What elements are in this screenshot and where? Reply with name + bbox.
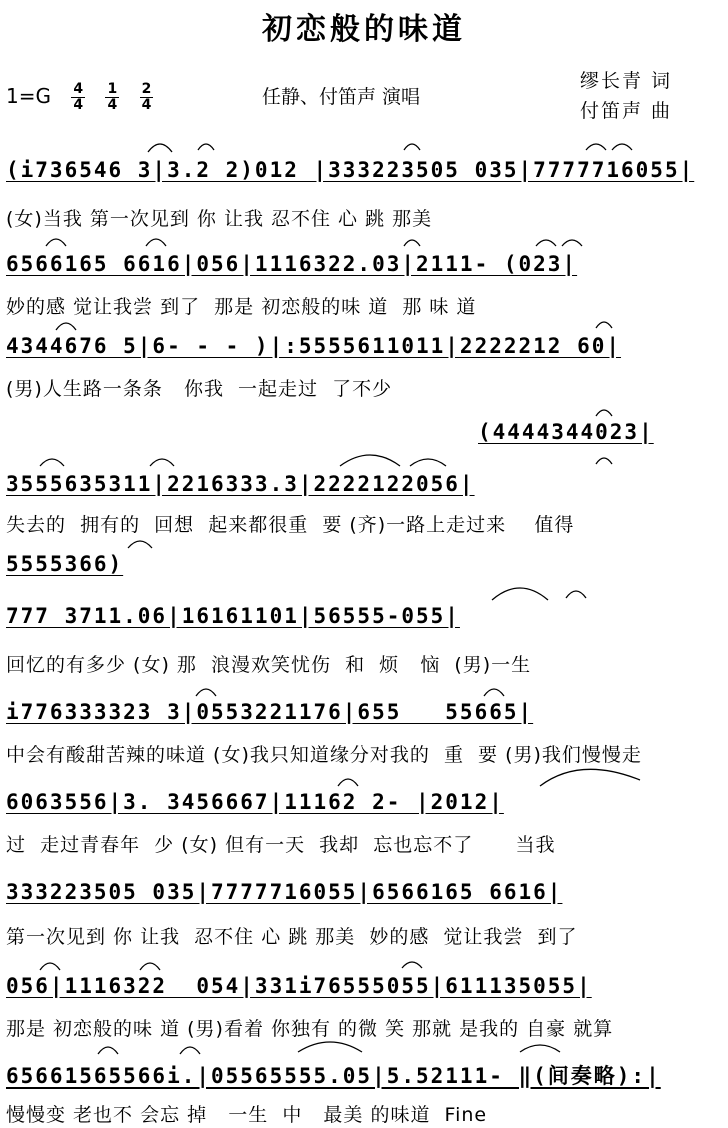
composer-credit: 付笛声 曲	[580, 100, 673, 122]
lyric-row-5: 回忆的有多少 (女) 那 浪漫欢笑忧伤 和 烦 恼 (男)一生	[6, 654, 532, 676]
lyric-row-6: 中会有酸甜苦辣的味道 (女)我只知道缘分对我的 重 要 (男)我们慢慢走	[6, 744, 642, 766]
lyric-row-4: 失去的 拥有的 回想 起来都很重 要 (齐)一路上走过来 值得	[6, 514, 575, 536]
notation-row-3b: (4444344023|	[478, 420, 654, 444]
time-signature-2: $\frac{1}{4}$	[107, 81, 118, 113]
notation-row-5: 777 3711.06|16161101|56555-055|	[6, 604, 460, 628]
lyric-row-9: 那是 初恋般的味 道 (男)看着 你独有 的微 笑 那就 是我的 自豪 就算	[6, 1018, 614, 1040]
notation-row-10: 65661565566i.|05565555.05|5.52111- ‖(间奏略):|	[6, 1064, 661, 1088]
lyric-row-10: 慢慢变 老也不 会忘 掉 一生 中 最美 的味道 Fine	[6, 1104, 488, 1126]
lyric-row-1: (女)当我 第一次见到 你 让我 忍不住 心 跳 那美	[6, 208, 433, 230]
lyric-row-7: 过 走过青春年 少 (女) 但有一天 我却 忘也忘不了 当我	[6, 834, 556, 856]
lyricist-credit: 缪长青 词	[580, 70, 673, 92]
song-title: 初恋般的味道	[262, 12, 466, 47]
key-label: 1=G	[6, 84, 51, 108]
singers-credit: 任静、付笛声 演唱	[262, 86, 421, 108]
notation-row-4b: 5555366)	[6, 552, 124, 576]
notation-row-4: 3555635311|2216333.3|2222122056|	[6, 472, 475, 496]
key-signature	[6, 82, 153, 113]
time-signature-1: $\frac{4}{4}$	[73, 81, 84, 113]
notation-row-6: i776333323 3|0553221176|655 55665|	[6, 700, 534, 724]
notation-row-3: 4344676 5|6- - - )|:5555611011|2222212 60|	[6, 334, 622, 358]
notation-row-8: 333223505 035|7777716055|6566165 6616|	[6, 880, 563, 904]
notation-row-9: 056|1116322 054|331i76555055|611135055|	[6, 974, 592, 998]
notation-row-2: 6566165 6616|056|1116322.03|2111- (023|	[6, 252, 578, 276]
lyric-row-8: 第一次见到 你 让我 忍不住 心 跳 那美 妙的感 觉让我尝 到了	[6, 926, 578, 948]
notation-row-1: (i736546 3|3.2 2)012 |333223505 035|7777716055|	[6, 158, 695, 182]
notation-row-7: 6063556|3. 3456667|11162 2- |2012|	[6, 790, 504, 814]
lyric-row-2: 妙的感 觉让我尝 到了 那是 初恋般的味 道 那 味 道	[6, 296, 477, 318]
time-signature-3: $\frac{2}{4}$	[141, 81, 152, 113]
lyric-row-3: (男)人生路一条条 你我 一起走过 了不少	[6, 378, 393, 400]
